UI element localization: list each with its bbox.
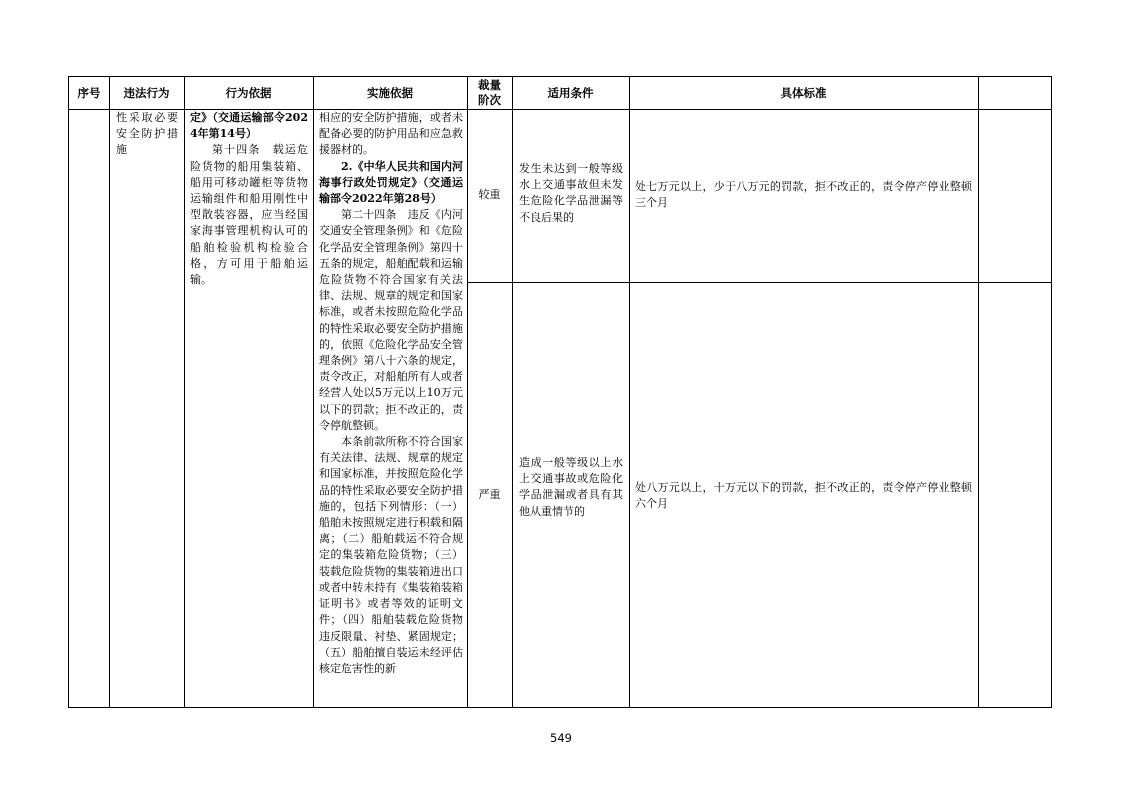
header-basis: 行为依据: [225, 85, 272, 100]
impl-cell: [319, 110, 463, 708]
regulation-table: [68, 76, 1052, 708]
condition-2: 造成一般等级以上水上交通事故或危险化学品泄漏或者具有其他从重情节的: [519, 456, 623, 518]
header-implementation-basis: 实施依据: [367, 85, 413, 100]
level-1: 较重: [478, 188, 501, 201]
impl-paragraph-3: 本条前款所称不符合国家有关法律、法规、规章的规定和国家标准，并按照危险化学品的特性采取必要安全防护措施的，包括下列情形：（一）船舶未按照规定进行积载和隔离；（二）船舶载运不符合规定的集装箱危险货物；（三）装载危险货物的集装箱进出口或者中转未持有《集装箱装箱证明书》或者等效的证明文件；（四）船舶装载危险货物违反限量、衬垫、紧固规定；（五）船舶擅自装运未经评估核定危害性的新: [319, 435, 463, 675]
impl-paragraph-2: 第二十四条 违反《内河交通安全管理条例》和《危险化学品安全管理条例》第四十五条的规定，船舶配载和运输危险货物不符合国家有关法律、法规、规章的规定和国家标准，或者未按照危险化学品的特性采取必要安全防护措施的，依照《危险化学品安全管理条例》第八十六条的规定，责令改正，对船舶所有人或者经营人处以5万元以上10万元以下的罚款；拒不改正的，责令停航整顿。: [319, 208, 463, 432]
header-level: [467, 77, 512, 109]
standard-2: 处八万元以上，十万元以下的罚款，拒不改正的，责令停产停业整顿六个月: [635, 481, 972, 511]
page-number: 549: [550, 731, 572, 745]
impl-paragraph-1: 相应的安全防护措施，或者未配备必要的防护用品和应急救援器材的。: [319, 111, 463, 157]
standard-1: 处七万元以上，少于八万元的罚款，拒不改正的，责令停产停业整顿三个月: [635, 180, 972, 210]
header-violation: 违法行为: [123, 85, 170, 100]
basis-body: 第十四条 载运危险货物的船用集装箱、船用可移动罐柜等货物运输组件和船用刚性中型散装容器，应当经国家海事管理机构认可的船舶检验机构检验合格，方可用于船舶运输。: [190, 143, 308, 287]
violation-text: 性采取必要安全防护措施: [116, 111, 178, 157]
condition-1: 发生未达到一般等级水上交通事故但未发生危险化学品泄漏等不良后果的: [519, 162, 623, 224]
level-2: 严重: [478, 488, 501, 501]
basis-cell: [190, 110, 308, 288]
impl-title-2: 2.《中华人民共和国内河海事行政处罚规定》（交通运输部令2022年第28号）: [319, 159, 463, 206]
header-condition: 适用条件: [547, 85, 594, 100]
header-level-line2: 阶次: [478, 93, 501, 107]
header-seq: 序号: [77, 85, 101, 100]
header-standard: 具体标准: [780, 85, 827, 100]
basis-title: 定》（交通运输部令2024年第14号）: [190, 111, 308, 141]
header-level-line1: 裁量: [478, 78, 501, 92]
